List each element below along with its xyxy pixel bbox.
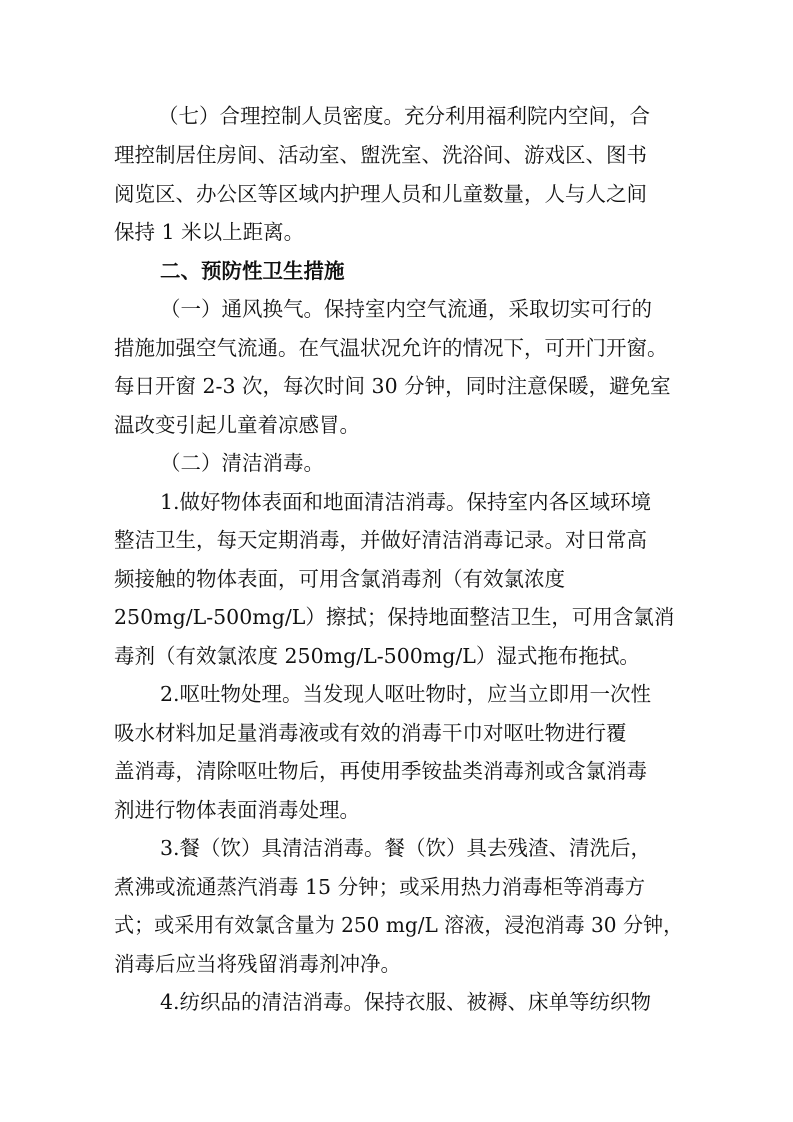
text-line (0, 444, 793, 482)
section-heading (0, 252, 793, 290)
paragraph-text: 250mg/L-500mg/L）擦拭；保持地面整洁卫生，可用含氯消 (114, 605, 675, 629)
text-line (0, 175, 793, 213)
paragraph-text: 每日开窗 2-3 次，每次时间 30 分钟，同时注意保暖，避免室 (114, 374, 671, 398)
paragraph-text: 吸水材料加足量消毒液或有效的消毒干巾对呕吐物进行覆 (114, 721, 627, 745)
paragraph-text: 煮沸或流通蒸汽消毒 15 分钟；或采用热力消毒柜等消毒方 (114, 875, 646, 899)
text-line (0, 637, 793, 675)
text-line (0, 675, 793, 713)
text-line (0, 906, 793, 944)
paragraph-text: 毒剂（有效氯浓度 250mg/L-500mg/L）湿式拖布拖拭。 (114, 644, 640, 668)
text-line (0, 290, 793, 328)
subsection-title: （二）清洁消毒。 (160, 451, 324, 475)
text-line (0, 213, 793, 251)
paragraph-text: 1.做好物体表面和地面清洁消毒。保持室内各区域环境 (160, 490, 652, 514)
paragraph-text: 式；或采用有效氯含量为 250 mg/L 溶液，浸泡消毒 30 分钟， (114, 913, 684, 937)
text-line (0, 752, 793, 790)
text-line (0, 983, 793, 1021)
section-heading-text: 二、预防性卫生措施 (160, 259, 345, 283)
text-line (0, 560, 793, 598)
text-line (0, 791, 793, 829)
paragraph-text: 保持 1 米以上距离。 (114, 220, 305, 244)
paragraph-text: （七）合理控制人员密度。充分利用福利院内空间，合 (158, 104, 650, 128)
text-line (0, 598, 793, 636)
text-line (0, 406, 793, 444)
text-line (0, 521, 793, 559)
text-line (0, 829, 793, 867)
text-line (0, 97, 793, 135)
paragraph-text: 频接触的物体表面，可用含氯消毒剂（有效氯浓度 (114, 567, 565, 591)
text-line (0, 483, 793, 521)
paragraph-text: 措施加强空气流通。在气温状况允许的情况下，可开门开窗。 (114, 336, 668, 360)
text-line (0, 714, 793, 752)
text-line (0, 329, 793, 367)
paragraph-text: 消毒后应当将残留消毒剂冲净。 (114, 952, 401, 976)
text-line (0, 868, 793, 906)
paragraph-text: 阅览区、办公区等区域内护理人员和儿童数量，人与人之间 (114, 182, 647, 206)
paragraph-text: 整洁卫生，每天定期消毒，并做好清洁消毒记录。对日常高 (114, 528, 647, 552)
paragraph-text: 剂进行物体表面消毒处理。 (114, 798, 360, 822)
text-line (0, 367, 793, 405)
paragraph-text: 盖消毒，清除呕吐物后，再使用季铵盐类消毒剂或含氯消毒 (114, 759, 647, 783)
paragraph-text: 2.呕吐物处理。当发现人呕吐物时，应当立即用一次性 (160, 682, 652, 706)
paragraph-text: （一）通风换气。保持室内空气流通，采取切实可行的 (160, 297, 652, 321)
text-line (0, 945, 793, 983)
paragraph-text: 4.纺织品的清洁消毒。保持衣服、被褥、床单等纺织物 (160, 990, 652, 1014)
paragraph-text: 理控制居住房间、活动室、盥洗室、洗浴间、游戏区、图书 (114, 143, 647, 167)
paragraph-text: 3.餐（饮）具清洁消毒。餐（饮）具去残渣、清洗后， (160, 836, 652, 860)
text-line (0, 136, 793, 174)
paragraph-text: 温改变引起儿童着凉感冒。 (114, 413, 360, 437)
